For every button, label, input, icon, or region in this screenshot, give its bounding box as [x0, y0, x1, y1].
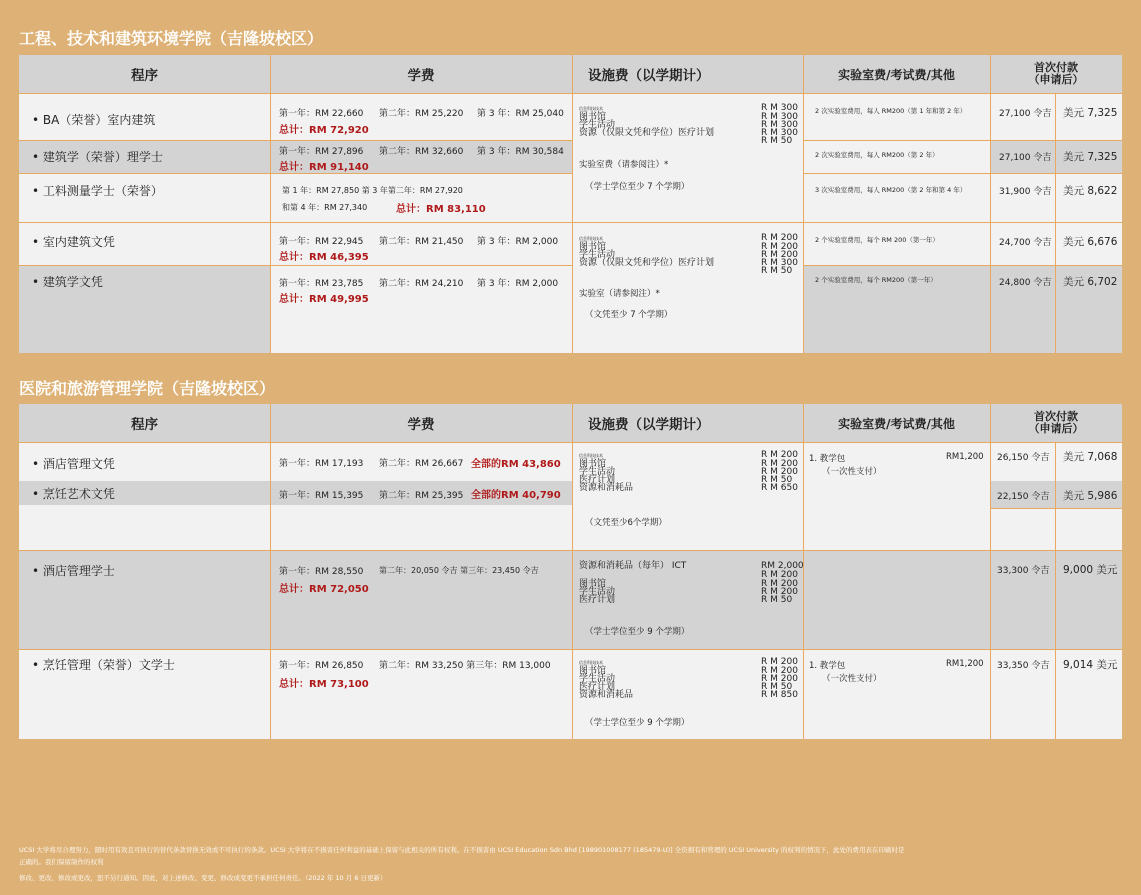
first-payment-rm: 31,900 令吉: [999, 187, 1052, 197]
facility-label: 资源和消耗品: [579, 690, 634, 700]
first-payment-rm: 24,700 令吉: [999, 238, 1052, 248]
facility-amount: R M 200: [761, 250, 798, 260]
tuition-year3: 第 3 年：RM 30,584: [477, 147, 564, 157]
facility-label: 信息科技技术: [579, 236, 603, 241]
header-first-payment-line1: 首次付款: [1034, 410, 1078, 423]
facility-amount: R M 50: [761, 136, 793, 146]
facility-fee-list: [579, 234, 799, 294]
divider: [19, 173, 572, 174]
facility-label: 医疗计划: [579, 682, 616, 692]
facility-note: （学士学位至少 9 个学期）: [585, 718, 690, 728]
header-first-payment: [990, 55, 1122, 93]
facility-amount: R M 200: [761, 233, 798, 243]
divider: [1055, 442, 1056, 739]
facility-label: 学生活动: [579, 250, 616, 260]
program-name: • 室内建筑文凭: [32, 235, 115, 249]
facility-label: 学生活动: [579, 587, 616, 597]
facility-label: 资源（仅限文凭和学位）医疗计划: [579, 258, 715, 268]
facility-label: 医疗计划: [579, 475, 616, 485]
lab-fee: 2 次实验室费用，每人 RM200（第 2 年）: [815, 151, 939, 159]
facility-label: 医疗计划: [579, 595, 616, 605]
facility-amount: R M 50: [761, 475, 793, 485]
tuition-year1: 第一年：RM 27,896: [279, 147, 364, 157]
facility-amount: R M 200: [761, 674, 798, 684]
tuition-year1: 第一年：RM 23,785: [279, 279, 364, 289]
header-first-payment-line2: （申请后）: [1028, 422, 1084, 435]
divider: [270, 55, 271, 353]
first-payment-rm: 33,300 令吉: [997, 566, 1050, 576]
lab-fee: 2 次实验室费用，每人 RM200（第 1 年和第 2 年）: [815, 107, 967, 115]
tuition-line1: 第 1 年：RM 27,850 第 3 年第二年：RM 27,920: [282, 186, 463, 195]
facility-label: 资源和消耗品: [579, 483, 634, 493]
lab-fee: 2 个实验室费用，每个 RM 200（第一年）: [815, 236, 939, 244]
tuition-total: 总计：RM 72,920: [279, 125, 369, 136]
lab-amount: RM1,200: [946, 452, 984, 462]
facility-amount: R M 200: [761, 570, 798, 580]
first-payment-usd: 美元 7,325: [1063, 107, 1118, 119]
divider: [803, 173, 1122, 174]
facility-label: 学生活动: [579, 120, 616, 130]
facility-amount: R M 200: [761, 459, 798, 469]
divider: [990, 55, 991, 353]
lab-note: （一次性支付）: [822, 674, 882, 684]
section-title-engineering: 工程、技术和建筑环境学院（吉隆坡校区）: [19, 29, 324, 48]
facility-label: 图书馆: [579, 242, 607, 252]
program-name: • BA（荣誉）室内建筑: [32, 113, 156, 127]
section-title-hospitality: 医院和旅游管理学院（吉隆坡校区）: [19, 379, 276, 398]
tuition-year1: 第一年：RM 26,850: [279, 661, 364, 671]
tuition-year2: 第二年：RM 25,220: [379, 109, 464, 119]
first-payment-rm: 33,350 令吉: [997, 661, 1050, 671]
divider: [19, 550, 1122, 551]
divider: [19, 649, 1122, 650]
facility-amount: R M 300: [761, 128, 798, 138]
facility-label: 资源和消耗品（每年） ICT: [579, 561, 687, 571]
facility-fee-list: [579, 104, 799, 164]
divider: [990, 404, 991, 739]
facility-label: 图书馆: [579, 579, 607, 589]
facility-amount: R M 200: [761, 450, 798, 460]
tuition-year2: 第二年：RM 26,667: [379, 459, 464, 469]
program-name: • 工料测量学士（荣誉）: [32, 184, 163, 198]
fee-table-hospitality: [19, 404, 1122, 739]
tuition-total: 全部的RM 40,790: [471, 490, 561, 501]
facility-amount: R M 50: [761, 266, 793, 276]
tuition-line2: 和第 4 年：RM 27,340: [282, 203, 368, 212]
divider: [19, 222, 1122, 223]
facility-amount: R M 200: [761, 587, 798, 597]
program-name: • 建筑学文凭: [32, 275, 103, 289]
divider: [19, 140, 572, 141]
facility-amount: R M 300: [761, 120, 798, 130]
facility-amount: R M 200: [761, 242, 798, 252]
header-lab: 实验室费/考试费/其他: [803, 55, 990, 93]
tuition-year1: 第一年：RM 22,660: [279, 109, 364, 119]
header-first-payment: [990, 404, 1122, 442]
tuition-total: 总计：RM 46,395: [279, 252, 369, 263]
lab-item: 1. 教学包: [809, 661, 846, 671]
header-facility: 设施费（以学期计）: [572, 404, 803, 442]
divider: [572, 55, 573, 353]
first-payment-rm: 27,100 令吉: [999, 153, 1052, 163]
facility-amount: R M 300: [761, 112, 798, 122]
facility-label: 信息科技技术: [579, 453, 603, 458]
footer-disclaimer-line1: UCSI 大学将尽合理努力，随时用有效且可执行的替代条款替换无效或不可执行的条款。UCSI 大学将在不损害任何利益的基础上保留与此相关的所有权利。在不损害由 UCSI Education Sdn Bhd [198901008177 (185479-U)] 全资拥有和管理的 UCSI University 的权利的情况下，此处的费用表在印刷时是: [19, 846, 905, 854]
lab-item: 1. 教学包: [809, 454, 846, 464]
header-lab: 实验室费/考试费/其他: [803, 404, 990, 442]
facility-note: （文凭至少6个学期）: [585, 518, 667, 528]
divider: [19, 442, 1122, 443]
facility-fee-list: [579, 658, 799, 708]
divider: [803, 140, 1122, 141]
tuition-total: 总计：RM 83,110: [396, 204, 486, 215]
facility-amount: R M 300: [761, 103, 798, 113]
tuition-year1: 第一年：RM 15,395: [279, 491, 364, 501]
facility-label: 图书馆: [579, 112, 607, 122]
first-payment-rm: 24,800 令吉: [999, 278, 1052, 288]
tuition-year2: 第二年：RM 33,250 第三年：RM 13,000: [379, 661, 551, 671]
facility-amount: R M 650: [761, 483, 798, 493]
header-tuition: 学费: [270, 404, 572, 442]
tuition-year3: 第 3 年：RM 2,000: [477, 237, 559, 247]
tuition-total: 总计：RM 73,100: [279, 679, 369, 690]
facility-note: （学士学位至少 9 个学期）: [585, 627, 690, 637]
divider: [803, 55, 804, 353]
program-name: • 酒店管理学士: [32, 564, 115, 578]
facility-amount: RM 2,000: [761, 561, 804, 571]
first-payment-usd: 9,000 美元: [1063, 564, 1118, 576]
program-name: • 建筑学（荣誉）理学士: [32, 150, 163, 164]
lab-fee: 2 个实验室费用，每个 RM200（第一年）: [815, 276, 937, 284]
first-payment-usd: 美元 6,702: [1063, 276, 1118, 288]
facility-label: 图书馆: [579, 459, 607, 469]
tuition-total: 总计：RM 91,140: [279, 162, 369, 173]
facility-amount: R M 200: [761, 467, 798, 477]
tuition-total: 总计：RM 49,995: [279, 294, 369, 305]
facility-label: 资源（仅限文凭和学位）医疗计划: [579, 128, 715, 138]
header-first-payment-line2: （申请后）: [1028, 73, 1084, 86]
fee-table-engineering: [19, 55, 1122, 353]
header-program: 程序: [19, 404, 270, 442]
facility-note: 实验室（请参阅注）*: [579, 289, 660, 299]
first-payment-usd: 美元 5,986: [1063, 490, 1118, 502]
first-payment-usd: 9,014 美元: [1063, 659, 1118, 671]
first-payment-usd: 美元 8,622: [1063, 185, 1118, 197]
tuition-year2: 第二年：RM 21,450: [379, 237, 464, 247]
first-payment-rm: 22,150 令吉: [997, 492, 1050, 502]
program-name: • 酒店管理文凭: [32, 457, 115, 471]
facility-note: （文凭至少 7 个学期）: [585, 310, 673, 320]
first-payment-rm: 26,150 令吉: [997, 453, 1050, 463]
facility-fee-list: [579, 561, 804, 612]
divider: [19, 265, 572, 266]
divider: [803, 404, 804, 739]
facility-label: 信息科技技术: [579, 660, 603, 665]
tuition-total: 总计：RM 72,050: [279, 584, 369, 595]
tuition-year3: 第 3 年：RM 25,040: [477, 109, 564, 119]
facility-amount: R M 50: [761, 682, 793, 692]
header-tuition: 学费: [270, 55, 572, 93]
facility-label: 学生活动: [579, 674, 616, 684]
facility-fee-list: [579, 451, 799, 501]
first-payment-usd: 美元 7,325: [1063, 151, 1118, 163]
tuition-year1: 第一年：RM 17,193: [279, 459, 364, 469]
first-payment-usd: 美元 6,676: [1063, 236, 1118, 248]
first-payment-rm: 27,100 令吉: [999, 109, 1052, 119]
footer-disclaimer-line2: 正确的。我们保留制作的权利: [19, 858, 104, 866]
tuition-year2: 第二年：RM 32,660: [379, 147, 464, 157]
facility-note: （学士学位至少 7 个学期）: [585, 182, 690, 192]
facility-amount: R M 200: [761, 579, 798, 589]
facility-amount: R M 300: [761, 258, 798, 268]
facility-label: 学生活动: [579, 467, 616, 477]
facility-label: 信息科技技术: [579, 106, 603, 111]
divider: [270, 404, 271, 739]
tuition-year2: 第二年：20,050 令吉 第三年：23,450 令吉: [379, 566, 539, 575]
divider: [1055, 93, 1056, 353]
header-first-payment-line1: 首次付款: [1034, 61, 1078, 74]
tuition-total: 全部的RM 43,860: [471, 459, 561, 470]
facility-label: 图书馆: [579, 666, 607, 676]
facility-amount: R M 200: [761, 666, 798, 676]
lab-fee: 3 次实验室费用，每人 RM200（第 2 年和第 4 年）: [815, 186, 967, 194]
first-payment-usd: 美元 7,068: [1063, 451, 1118, 463]
divider: [572, 404, 573, 739]
program-name: • 烹饪管理（荣誉）文学士: [32, 658, 175, 672]
facility-amount: R M 850: [761, 690, 798, 700]
divider: [990, 508, 1122, 509]
divider: [19, 93, 1122, 94]
row-bg: [19, 550, 1122, 649]
footer-disclaimer-line3: 修改、更改、修改或更改，恕不另行通知。因此，对上述修改、变更、修改或变更不承担任何责任。（2022 年 10 月 6 日更新）: [19, 874, 387, 882]
header-program: 程序: [19, 55, 270, 93]
tuition-year2: 第二年：RM 24,210: [379, 279, 464, 289]
tuition-year3: 第 3 年：RM 2,000: [477, 279, 559, 289]
lab-amount: RM1,200: [946, 659, 984, 669]
program-name: • 烹饪艺术文凭: [32, 487, 115, 501]
tuition-year1: 第一年：RM 28,550: [279, 567, 364, 577]
facility-note: 实验室费（请参阅注）*: [579, 160, 669, 170]
lab-note: （一次性支付）: [822, 467, 882, 477]
header-facility: 设施费（以学期计）: [572, 55, 803, 93]
divider: [803, 265, 1122, 266]
facility-amount: R M 200: [761, 657, 798, 667]
facility-amount: R M 50: [761, 595, 793, 605]
tuition-year1: 第一年：RM 22,945: [279, 237, 364, 247]
tuition-year2: 第二年：RM 25,395: [379, 491, 464, 501]
